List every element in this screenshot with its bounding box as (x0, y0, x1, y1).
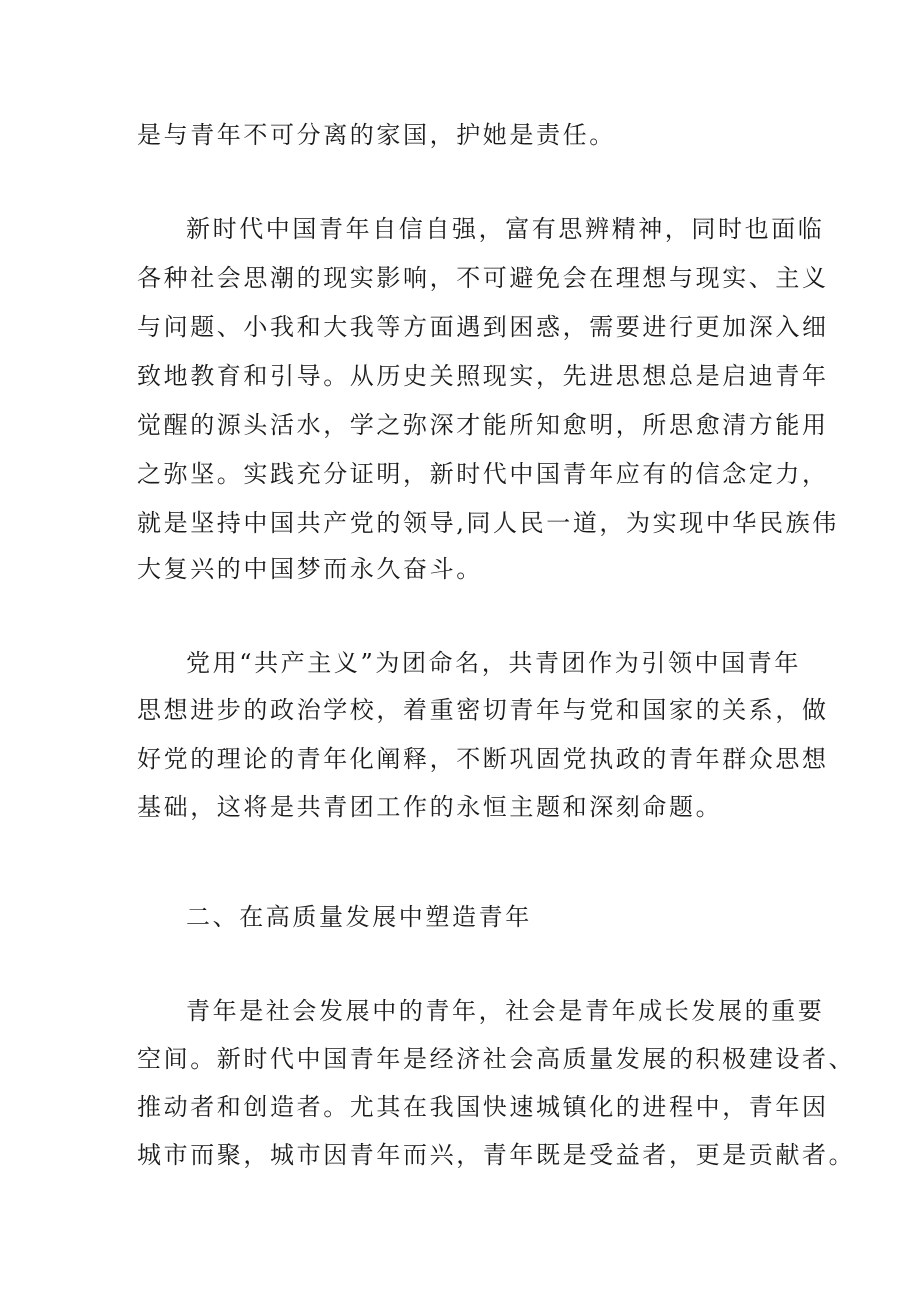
paragraph-line: 就是坚持中国共产党的领导,同人民一道，为实现中华民族伟 (137, 509, 839, 537)
paragraph-line: 推动者和创造者。尤其在我国快速城镇化的进程中，青年因 (137, 1093, 829, 1121)
paragraph-line: 各种社会思潮的现实影响，不可避免会在理想与现实、主义 (137, 264, 829, 292)
paragraph-line: 新时代中国青年自信自强，富有思辨精神，同时也面临 (186, 215, 825, 243)
paragraph-line: 与问题、小我和大我等方面遇到困惑，需要进行更加深入细 (137, 313, 829, 341)
section-heading: 二、在高质量发展中塑造青年 (186, 903, 532, 931)
paragraph-line: 基础，这将是共青团工作的永恒主题和深刻命题。 (137, 793, 723, 821)
paragraph-line: 之弥坚。实践充分证明，新时代中国青年应有的信念定力， (137, 460, 829, 488)
paragraph-line: 是与青年不可分离的家国，护她是责任。 (137, 121, 616, 149)
paragraph-line: 城市而聚，城市因青年而兴，青年既是受益者，更是贡献者。 (137, 1141, 856, 1169)
paragraph-line: 觉醒的源头活水，学之弥深才能所知愈明，所思愈清方能用 (137, 411, 829, 439)
paragraph-line: 党用“共产主义”为团命名，共青团作为引领中国青年 (186, 649, 801, 677)
paragraph-line: 大复兴的中国梦而永久奋斗。 (137, 555, 483, 583)
paragraph-line: 空间。新时代中国青年是经济社会高质量发展的积极建设者、 (137, 1045, 856, 1073)
paragraph-line: 青年是社会发展中的青年，社会是青年成长发展的重要 (186, 997, 825, 1025)
paragraph-line: 思想进步的政治学校，着重密切青年与党和国家的关系，做 (137, 696, 829, 724)
paragraph-line: 好党的理论的青年化阐释，不断巩固党执政的青年群众思想 (137, 745, 829, 773)
paragraph-line: 致地教育和引导。从历史关照现实，先进思想总是启迪青年 (137, 362, 829, 390)
